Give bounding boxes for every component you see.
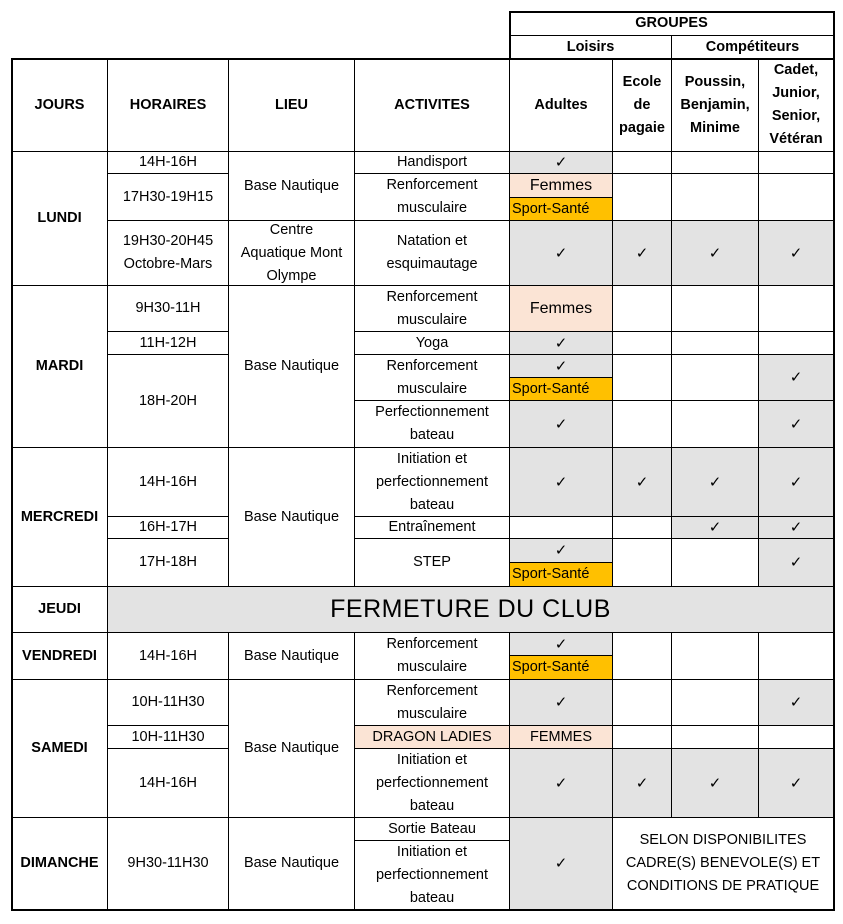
samedi-r3-adultes-cell: ✓ (509, 748, 613, 818)
samedi-r1-ecole-cell (612, 679, 672, 726)
samedi-r1-cadet-cell: ✓ (758, 679, 834, 726)
activity-cell: STEP (354, 538, 510, 587)
check-mark: ✓ (509, 817, 613, 910)
activity-cell: Renforcement musculaire (354, 632, 510, 680)
mardi-r2-adultes-cell: ✓ (509, 331, 613, 355)
mardi-r4-ecole-cell (612, 400, 672, 448)
check-mark: ✓ (509, 632, 613, 656)
fermeture-banner: FERMETURE DU CLUB (107, 586, 834, 633)
femmes-badge: FEMMES (509, 725, 613, 749)
time-cell: 9H30-11H30 (107, 817, 229, 910)
day-samedi: SAMEDI (11, 679, 108, 818)
mercredi-r3-cadet-cell: ✓ (758, 538, 834, 587)
mercredi-r1-adultes-cell: ✓ (509, 447, 613, 517)
mercredi-r2-poussin-cell: ✓ (671, 516, 759, 539)
time-cell: 14H-16H (107, 632, 229, 680)
activity-cell: Initiation et perfectionnement bateau (354, 840, 510, 910)
mercredi-r3-poussin-cell (671, 538, 759, 587)
mercredi-r2-adultes-cell (509, 516, 613, 539)
vendredi-r1-poussin-cell (671, 632, 759, 680)
lundi-r1-ecole-cell (612, 151, 672, 174)
activity-cell: DRAGON LADIES (354, 725, 510, 749)
lundi-r2-poussin-cell (671, 173, 759, 221)
place-cell: Base Nautique (228, 447, 355, 587)
groups-header: GROUPES (509, 11, 834, 36)
day-vendredi: VENDREDI (11, 632, 108, 680)
mercredi-r1-poussin-cell: ✓ (671, 447, 759, 517)
mardi-r1-cadet-cell (758, 285, 834, 332)
day-lundi: LUNDI (11, 151, 108, 286)
samedi-r1-adultes-cell: ✓ (509, 679, 613, 726)
mardi-r2-ecole-cell (612, 331, 672, 355)
activity-cell: Renforcement musculaire (354, 285, 510, 332)
adultes-header: Adultes (509, 58, 613, 152)
mardi-r2-poussin-cell (671, 331, 759, 355)
sport-sante-badge: Sport-Santé (509, 377, 613, 401)
horaires-header: HORAIRES (107, 58, 229, 152)
time-cell: 16H-17H (107, 516, 229, 539)
place-cell: Base Nautique (228, 151, 355, 221)
activites-header: ACTIVITES (354, 58, 510, 152)
mardi-r1-ecole-cell (612, 285, 672, 332)
day-mercredi: MERCREDI (11, 447, 108, 587)
place-cell: Centre Aquatique Mont Olympe (228, 220, 355, 286)
samedi-r2-poussin-cell (671, 725, 759, 749)
samedi-r3-cadet-cell: ✓ (758, 748, 834, 818)
mardi-r3-poussin-cell (671, 354, 759, 401)
lundi-r3-cadet-cell: ✓ (758, 220, 834, 286)
time-cell: 19H30-20H45 Octobre-Mars (107, 220, 229, 286)
time-cell: 9H30-11H (107, 285, 229, 332)
check-mark: ✓ (509, 354, 613, 378)
mercredi-r2-ecole-cell (612, 516, 672, 539)
samedi-r3-poussin-cell: ✓ (671, 748, 759, 818)
time-cell: 17H-18H (107, 538, 229, 587)
activity-cell: Renforcement musculaire (354, 173, 510, 221)
sport-sante-badge: Sport-Santé (509, 197, 613, 221)
activity-cell: Initiation et perfectionnement bateau (354, 748, 510, 818)
vendredi-r1-ecole-cell (612, 632, 672, 680)
activity-cell: Entraînement (354, 516, 510, 539)
activity-cell: Yoga (354, 331, 510, 355)
activity-cell: Initiation et perfectionnement bateau (354, 447, 510, 517)
time-cell: 18H-20H (107, 354, 229, 448)
place-cell: Base Nautique (228, 817, 355, 910)
jours-header: JOURS (11, 58, 108, 152)
place-cell: Base Nautique (228, 679, 355, 818)
mardi-r4-poussin-cell (671, 400, 759, 448)
mercredi-r1-cadet-cell: ✓ (758, 447, 834, 517)
day-dimanche: DIMANCHE (11, 817, 108, 910)
poussin-header: Poussin, Benjamin, Minime (671, 58, 759, 152)
mardi-r1-poussin-cell (671, 285, 759, 332)
mardi-r3-ecole-cell (612, 354, 672, 401)
day-jeudi: JEUDI (11, 586, 108, 633)
ecole-header: Ecole de pagaie (612, 58, 672, 152)
time-cell: 10H-11H30 (107, 679, 229, 726)
lundi-r1-adultes-cell: ✓ (509, 151, 613, 174)
samedi-r1-poussin-cell (671, 679, 759, 726)
check-mark: ✓ (509, 538, 613, 563)
day-mardi: MARDI (11, 285, 108, 448)
loisirs-header: Loisirs (509, 35, 672, 59)
time-cell: 10H-11H30 (107, 725, 229, 749)
femmes-badge: Femmes (509, 285, 613, 332)
place-cell: Base Nautique (228, 632, 355, 680)
time-cell: 11H-12H (107, 331, 229, 355)
time-cell: 14H-16H (107, 447, 229, 517)
activity-cell: Natation et esquimautage (354, 220, 510, 286)
activity-cell: Sortie Bateau (354, 817, 510, 841)
place-cell: Base Nautique (228, 285, 355, 448)
activity-cell: Perfectionnement bateau (354, 400, 510, 448)
mercredi-r3-ecole-cell (612, 538, 672, 587)
lundi-r2-cadet-cell (758, 173, 834, 221)
time-cell: 14H-16H (107, 748, 229, 818)
selon-note: SELON DISPONIBILITES CADRE(S) BENEVOLE(S) ET CONDITIONS DE PRATIQUE (612, 817, 834, 910)
lundi-r3-ecole-cell: ✓ (612, 220, 672, 286)
activity-cell: Handisport (354, 151, 510, 174)
mercredi-r1-ecole-cell: ✓ (612, 447, 672, 517)
samedi-r2-cadet-cell (758, 725, 834, 749)
mardi-r3-cadet-cell: ✓ (758, 354, 834, 401)
lundi-r3-adultes-cell: ✓ (509, 220, 613, 286)
femmes-badge: Femmes (509, 173, 613, 198)
samedi-r3-ecole-cell: ✓ (612, 748, 672, 818)
activity-cell: Renforcement musculaire (354, 679, 510, 726)
lieu-header: LIEU (228, 58, 355, 152)
mardi-r4-adultes-cell: ✓ (509, 400, 613, 448)
lundi-r1-cadet-cell (758, 151, 834, 174)
vendredi-r1-cadet-cell (758, 632, 834, 680)
lundi-r3-poussin-cell: ✓ (671, 220, 759, 286)
mercredi-r2-cadet-cell: ✓ (758, 516, 834, 539)
time-cell: 14H-16H (107, 151, 229, 174)
samedi-r2-ecole-cell (612, 725, 672, 749)
mardi-r4-cadet-cell: ✓ (758, 400, 834, 448)
mardi-r2-cadet-cell (758, 331, 834, 355)
competiteurs-header: Compétiteurs (671, 35, 834, 59)
time-cell: 17H30-19H15 (107, 173, 229, 221)
sport-sante-badge: Sport-Santé (509, 562, 613, 587)
lundi-r2-ecole-cell (612, 173, 672, 221)
sport-sante-badge: Sport-Santé (509, 655, 613, 680)
cadet-header: Cadet, Junior, Senior, Vétéran (758, 58, 834, 152)
lundi-r1-poussin-cell (671, 151, 759, 174)
activity-cell: Renforcement musculaire (354, 354, 510, 401)
